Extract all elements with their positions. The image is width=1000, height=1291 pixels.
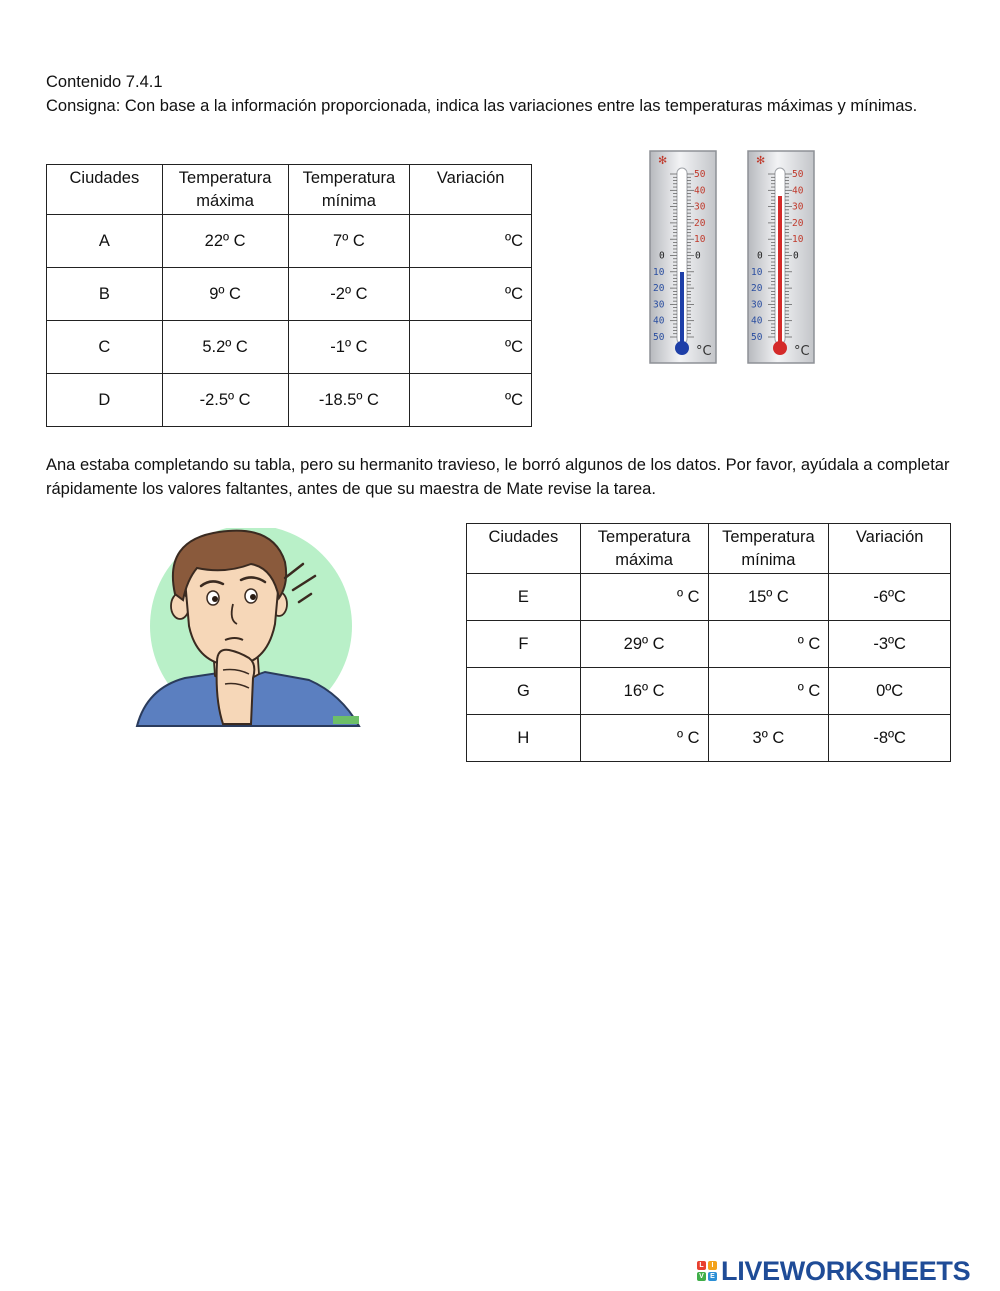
story-instruction-text: Ana estaba completando su tabla, pero su hermanito travieso, le borró algunos de los datos. Por favor, ayúdala a completar rápidamente los valores faltantes, antes de que su maestra de Mate revise la tarea. bbox=[46, 456, 950, 498]
scale-label: 50 bbox=[751, 332, 763, 343]
table-header-row bbox=[47, 165, 532, 215]
min-temp-cell: 3º C bbox=[708, 715, 829, 762]
header-max-temp: Temperatura máxima bbox=[162, 165, 288, 215]
max-temp-cell: 16º C bbox=[580, 668, 708, 715]
temperature-table-2 bbox=[466, 523, 951, 762]
scale-label: 10 bbox=[751, 266, 763, 278]
table-row bbox=[467, 574, 951, 621]
min-temp-answer-cell[interactable]: º C bbox=[708, 668, 829, 715]
max-temp-cell: 5.2º C bbox=[162, 321, 288, 374]
scale-label: 0 bbox=[659, 250, 665, 262]
scale-label: 50 bbox=[792, 169, 804, 180]
variation-cell: -8ºC bbox=[829, 715, 951, 762]
content-heading: Contenido 7.4.1 bbox=[46, 73, 163, 91]
cold-unit-label: °C bbox=[696, 344, 712, 359]
city-cell: D bbox=[47, 374, 163, 427]
hot-thermometer bbox=[748, 151, 814, 363]
scale-label: 20 bbox=[751, 283, 763, 295]
city-cell: H bbox=[467, 715, 581, 762]
variation-answer-cell[interactable]: ºC bbox=[410, 321, 532, 374]
scale-label: 20 bbox=[653, 283, 665, 295]
table-header-row bbox=[467, 524, 951, 574]
scale-label: 0 bbox=[793, 250, 799, 262]
scale-label: 50 bbox=[694, 169, 706, 180]
variation-answer-cell[interactable]: ºC bbox=[410, 374, 532, 427]
scale-label: 30 bbox=[653, 299, 665, 311]
max-temp-cell: 9º C bbox=[162, 268, 288, 321]
city-cell: F bbox=[467, 621, 581, 668]
scale-label: 20 bbox=[694, 217, 706, 229]
header-variation: Variación bbox=[829, 524, 951, 574]
variation-answer-cell[interactable]: ºC bbox=[410, 268, 532, 321]
thermometers-illustration bbox=[648, 150, 818, 366]
scale-label: 40 bbox=[751, 315, 763, 327]
city-cell: B bbox=[47, 268, 163, 321]
header-min-temp: Temperatura mínima bbox=[288, 165, 410, 215]
variation-answer-cell[interactable]: ºC bbox=[410, 215, 532, 268]
min-temp-cell: 7º C bbox=[288, 215, 410, 268]
scale-label: 0 bbox=[695, 250, 701, 262]
header-cities: Ciudades bbox=[467, 524, 581, 574]
min-temp-cell: 15º C bbox=[708, 574, 829, 621]
scale-label: 30 bbox=[792, 201, 804, 213]
table-row bbox=[467, 668, 951, 715]
variation-cell: 0ºC bbox=[829, 668, 951, 715]
thinking-boy-illustration bbox=[133, 528, 361, 728]
snowflake-icon: ✻ bbox=[658, 154, 668, 167]
cold-mercury-column bbox=[680, 272, 684, 342]
table-row bbox=[467, 621, 951, 668]
scale-label: 10 bbox=[694, 234, 706, 246]
hot-unit-label: °C bbox=[794, 344, 810, 359]
min-temp-cell: -1º C bbox=[288, 321, 410, 374]
scale-label: 40 bbox=[792, 185, 804, 197]
max-temp-answer-cell[interactable]: º C bbox=[580, 715, 708, 762]
scale-label: 40 bbox=[694, 185, 706, 197]
city-cell: A bbox=[47, 215, 163, 268]
header-variation: Variación bbox=[410, 165, 532, 215]
max-temp-cell: 22º C bbox=[162, 215, 288, 268]
max-temp-cell: 29º C bbox=[580, 621, 708, 668]
header-cities: Ciudades bbox=[47, 165, 163, 215]
instruction-text: Consigna: Con base a la información proporcionada, indica las variaciones entre las temperaturas máximas y mínimas. bbox=[46, 97, 918, 115]
table-row bbox=[47, 268, 532, 321]
scale-label: 10 bbox=[653, 266, 665, 278]
variation-cell: -6ºC bbox=[829, 574, 951, 621]
logo-mark-icon: L I V E bbox=[697, 1261, 717, 1281]
logo-text: LIVEWORKSHEETS bbox=[721, 1255, 971, 1286]
hot-mercury-column bbox=[778, 196, 782, 342]
scale-label: 30 bbox=[694, 201, 706, 213]
table-row bbox=[47, 321, 532, 374]
min-temp-answer-cell[interactable]: º C bbox=[708, 621, 829, 668]
min-temp-cell: -2º C bbox=[288, 268, 410, 321]
max-temp-answer-cell[interactable]: º C bbox=[580, 574, 708, 621]
temperature-table-1 bbox=[46, 164, 532, 427]
city-cell: G bbox=[467, 668, 581, 715]
cold-bulb bbox=[675, 341, 689, 355]
snowflake-icon: ✻ bbox=[756, 154, 766, 167]
scale-label: 10 bbox=[792, 234, 804, 246]
hot-bulb bbox=[773, 341, 787, 355]
scale-label: 50 bbox=[653, 332, 665, 343]
variation-cell: -3ºC bbox=[829, 621, 951, 668]
min-temp-cell: -18.5º C bbox=[288, 374, 410, 427]
scale-label: 30 bbox=[751, 299, 763, 311]
scale-label: 20 bbox=[792, 217, 804, 229]
table-row bbox=[47, 215, 532, 268]
header-max-temp: Temperatura máxima bbox=[580, 524, 708, 574]
city-cell: E bbox=[467, 574, 581, 621]
scale-label: 0 bbox=[757, 250, 763, 262]
header-min-temp: Temperatura mínima bbox=[708, 524, 829, 574]
cold-thermometer bbox=[650, 151, 716, 363]
scale-label: 40 bbox=[653, 315, 665, 327]
max-temp-cell: -2.5º C bbox=[162, 374, 288, 427]
city-cell: C bbox=[47, 321, 163, 374]
table-row bbox=[467, 715, 951, 762]
liveworksheets-logo[interactable] bbox=[697, 1256, 970, 1286]
table-row bbox=[47, 374, 532, 427]
